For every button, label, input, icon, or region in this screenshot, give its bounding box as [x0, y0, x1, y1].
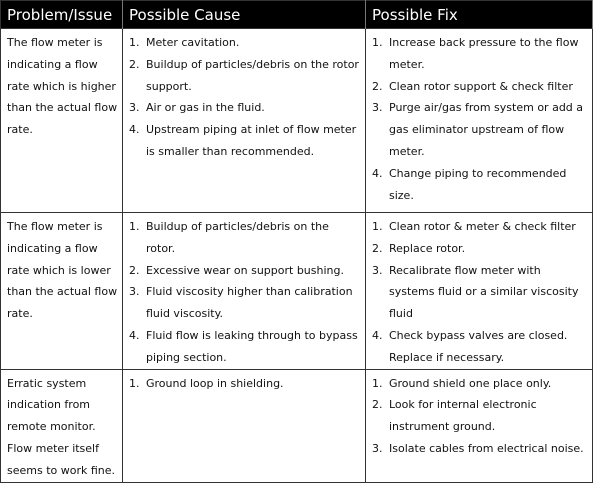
issue-cell [1, 213, 123, 370]
header-possible-fix: Possible Fix [366, 1, 593, 29]
fix-list [372, 32, 588, 206]
issue-cell [1, 29, 123, 213]
cause-text: Meter cavitation. [146, 36, 240, 49]
cause-text: Excessive wear on support bushing. [146, 263, 344, 277]
cause-text: Air or gas in the fluid. [146, 101, 265, 115]
list-item: 4. Check bypass valves are closed. Replace if necessary. [372, 328, 568, 364]
header-problem-issue: Problem/Issue [1, 1, 123, 29]
fix-text: Increase back pressure to the flow meter. [389, 36, 579, 71]
cause-text: Upstream piping at inlet of flow meter is smaller than recommended. [146, 123, 357, 158]
table-row [1, 213, 593, 370]
header-possible-cause: Possible Cause [123, 1, 366, 29]
list-item: 2. Buildup of particles/debris on the rotor support. [129, 57, 359, 93]
fix-cell [366, 213, 593, 370]
cause-text: Buildup of particles/debris on the rotor. [146, 220, 329, 255]
list-item: 3. Air or gas in the fluid. [129, 101, 265, 115]
list-item: 3. Fluid viscosity higher than calibration fluid viscosity. [129, 285, 353, 321]
list-item: 1. Meter cavitation. [129, 36, 240, 49]
list-item: 2. Excessive wear on support bushing. [129, 263, 344, 277]
issue-cell [1, 369, 123, 482]
fix-text: Recalibrate flow meter with systems fluid or a similar viscosity fluid [389, 263, 579, 321]
fix-cell [366, 369, 593, 482]
cause-cell [123, 29, 366, 213]
list-item: 1. Clean rotor & meter & check filter [372, 220, 576, 233]
cause-text: Fluid viscosity higher than calibration fluid viscosity. [146, 285, 353, 321]
cause-text: Ground loop in shielding. [146, 376, 284, 390]
fix-text: Isolate cables from electrical noise. [389, 441, 584, 455]
fix-text: Purge air/gas from system or add a gas eliminator upstream of flow meter. [389, 101, 584, 158]
fix-list [372, 373, 588, 460]
cause-list [129, 216, 361, 369]
list-item: 4. Upstream piping at inlet of flow meter is smaller than recommended. [129, 123, 357, 158]
list-item: 2. Clean rotor support & check filter [372, 79, 573, 93]
cause-list [129, 32, 361, 163]
list-item: 1. Ground loop in shielding. [129, 376, 284, 390]
list-item: 3. Isolate cables from electrical noise. [372, 441, 584, 455]
list-item: 2. Replace rotor. [372, 241, 466, 255]
issue-text: Erratic system indication from remote monitor. Flow meter itself seems to work fine. [7, 376, 116, 477]
header-row [1, 1, 593, 29]
issue-text: The flow meter is indicating a flow rate which is higher than the actual flow rate. [7, 36, 118, 137]
cause-cell [123, 213, 366, 370]
fix-list [372, 216, 588, 369]
list-item: 1. Increase back pressure to the flow meter. [372, 36, 579, 71]
list-item: 3. Purge air/gas from system or add a gas eliminator upstream of flow meter. [372, 101, 584, 158]
table-row [1, 369, 593, 482]
fix-text: Check bypass valves are closed. Replace if necessary. [389, 328, 568, 364]
cause-text: Buildup of particles/debris on the rotor support. [146, 57, 359, 93]
fix-text: Look for internal electronic instrument ground. [389, 398, 537, 434]
cause-list [129, 373, 361, 395]
fix-text: Change piping to recommended size. [389, 166, 567, 202]
list-item: 1. Ground shield one place only. [372, 376, 552, 390]
list-item: 4. Fluid flow is leaking through to bypass piping section. [129, 328, 358, 364]
list-item: 3. Recalibrate flow meter with systems fluid or a similar viscosity fluid [372, 263, 579, 321]
list-item: 2. Look for internal electronic instrument ground. [372, 398, 537, 434]
cause-text: Fluid flow is leaking through to bypass piping section. [146, 328, 358, 364]
table-row [1, 29, 593, 213]
cause-cell [123, 369, 366, 482]
fix-text: Ground shield one place only. [389, 376, 552, 390]
fix-cell [366, 29, 593, 213]
list-item: 4. Change piping to recommended size. [372, 166, 567, 202]
issue-text: The flow meter is indicating a flow rate which is lower than the actual flow rate. [7, 220, 118, 321]
fix-text: Clean rotor & meter & check filter [389, 220, 576, 233]
fix-text: Replace rotor. [389, 241, 466, 255]
fix-text: Clean rotor support & check filter [389, 79, 573, 93]
list-item: 1. Buildup of particles/debris on the rotor. [129, 220, 329, 255]
